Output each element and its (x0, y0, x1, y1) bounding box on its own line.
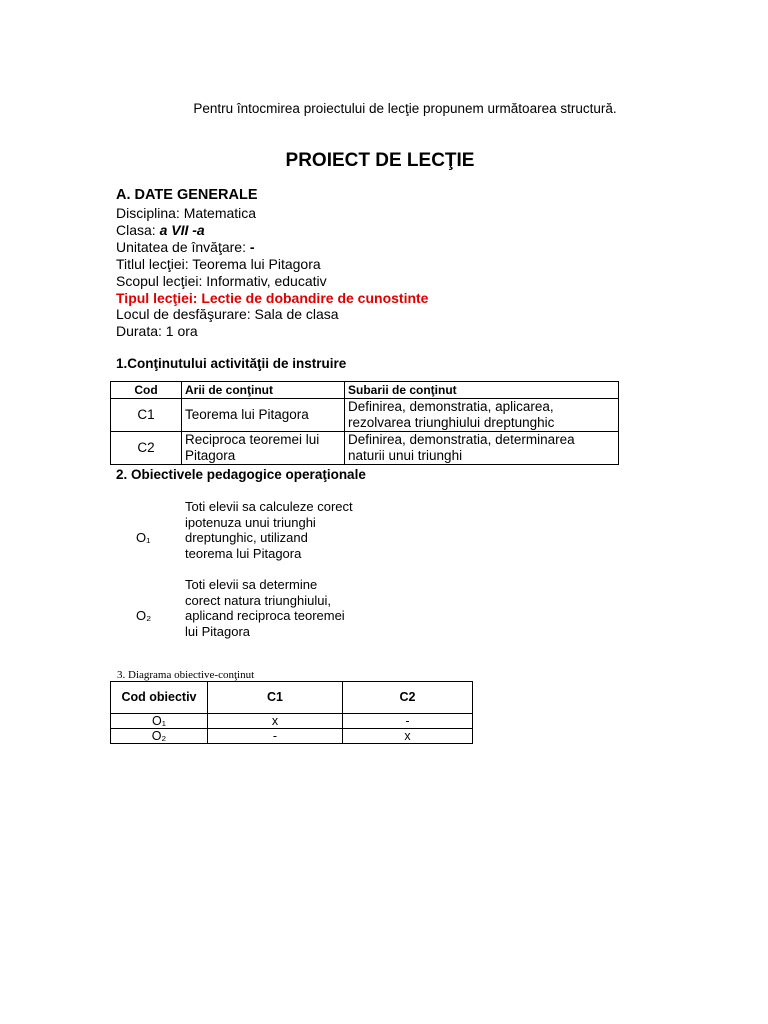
header-c1: C1 (208, 682, 343, 714)
table-header-row (111, 382, 619, 399)
field-unitatea-value: - (249, 239, 255, 255)
content-table (110, 381, 619, 465)
field-clasa-label: Clasa: (116, 222, 160, 238)
field-disciplina: Disciplina: Matematica (116, 205, 257, 221)
field-tipul: Tipul lecţiei: Lectie de dobandire de cunostinte (116, 290, 429, 306)
cell-cod: C2 (111, 432, 182, 465)
section-a-heading: A. DATE GENERALE (116, 187, 258, 203)
field-titlul: Titlul lecţiei: Teorema lui Pitagora (116, 256, 321, 272)
cell-c1: x (208, 714, 343, 729)
table-row (111, 729, 473, 744)
intro-sentence: Pentru întocmirea proiectului de lecţie propunem următoarea structură. (193, 101, 617, 116)
field-scopul: Scopul lecţiei: Informativ, educativ (116, 273, 327, 289)
header-arii: Arii de conţinut (182, 382, 345, 399)
cell-cod: O₂ (111, 729, 208, 744)
objective-text: Toti elevii sa calculeze corect ipotenuza unui triunghi dreptunghic, utilizand teorema lui Pitagora (185, 499, 353, 561)
table-row (111, 399, 619, 432)
table-row (111, 714, 473, 729)
field-unitatea (116, 239, 255, 256)
objective-text: Toti elevii sa determine corect natura triunghiului, aplicand reciproca teoremei lui Pitagora (185, 577, 345, 639)
field-clasa (116, 222, 205, 239)
header-c2: C2 (343, 682, 473, 714)
cell-c2: x (343, 729, 473, 744)
section-1-heading: 1.Conţinutului activităţii de instruire (116, 356, 347, 371)
objective-code: O₁ (136, 530, 151, 545)
header-cod: Cod (111, 382, 182, 399)
cell-c1: - (208, 729, 343, 744)
page-title: PROIECT DE LECŢIE (285, 150, 475, 171)
section-3-heading: 3. Diagrama obiective-conţinut (117, 669, 255, 681)
cell-arie: Teorema lui Pitagora (182, 399, 345, 432)
header-subarii: Subarii de conţinut (345, 382, 619, 399)
cell-subarie: Definirea, demonstratia, aplicarea, rezolvarea triunghiului dreptunghic (345, 399, 619, 432)
table-header-row (111, 682, 473, 714)
objective-code: O₂ (136, 608, 152, 623)
table-row (111, 432, 619, 465)
cell-c2: - (343, 714, 473, 729)
cell-subarie: Definirea, demonstratia, determinarea naturii unui triunghi (345, 432, 619, 465)
cell-cod: O₁ (111, 714, 208, 729)
cell-arie: Reciproca teoremei lui Pitagora (182, 432, 345, 465)
field-locul: Locul de desfăşurare: Sala de clasa (116, 306, 339, 322)
field-clasa-value: a VII -a (159, 222, 205, 238)
cell-cod: C1 (111, 399, 182, 432)
field-durata: Durata: 1 ora (116, 323, 198, 339)
objectives-content-diagram-table (110, 681, 473, 744)
section-2-heading: 2. Obiectivele pedagogice operaţionale (116, 467, 366, 482)
header-cod-obiectiv: Cod obiectiv (111, 682, 208, 714)
field-unitatea-label: Unitatea de învăţare: (116, 239, 250, 255)
